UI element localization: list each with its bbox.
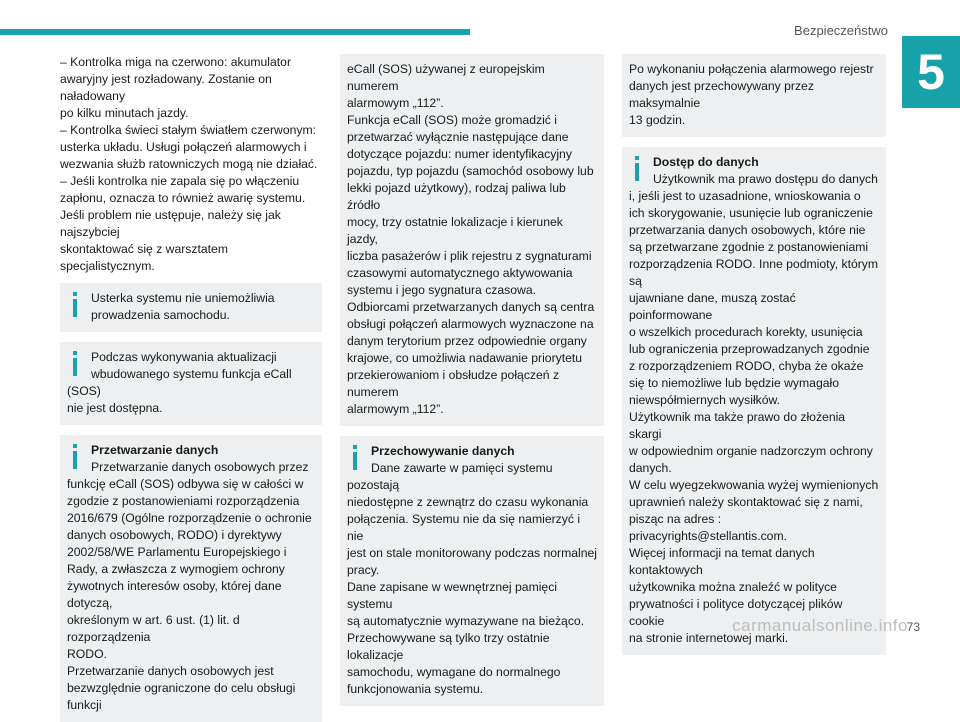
chapter-number-badge: 5 <box>902 36 960 108</box>
note-text: Przetwarzanie danych osobowych przez funkcję eCall (SOS) odbywa się w całości w zgodzie z postanowieniami rozporządzenia 2016/679 (Ogólne rozporządzenie o ochronie danych osobowych, RODO) i dyrektywy 2002/58/WE Parlamentu Europejskiego i Rady, a zwłaszcza z wymogiem ochrony żywotnych interesów osoby, której dane dotyczą, określonym w art. 6 ust. (1) lit. d rozporządzenia RODO. Przetwarzanie danych osobowych jest bezwzględnie ograniczone do celu obsługi funkcji <box>67 460 312 712</box>
note-text: Po wykonaniu połączenia alarmowego rejestr danych jest przechowywany przez maksymalnie 13 godzin. <box>629 62 874 127</box>
note-text: Użytkownik ma prawo dostępu do danych i, jeśli jest to uzasadnione, wnioskowania o ich skorygowanie, usunięcie lub ograniczenie przetwarzania danych osobowych, które nie są przetwarzane zgodnie z postanowieniami rozporządzenia RODO. Inne podmioty, którym są ujawniane dane, muszą zostać poinformowane o wszelkich procedurach korekty, usunięcia lub ograniczenia przeprowadzanych zgodnie z rozporządzeniem RODO, chyba że okaże się to niemożliwe lub będzie wymagało niewspółmiernych wysiłków. Użytkownik ma także prawo do złożenia skargi w odpowiednim organie nadzorczym ochrony danych. W celu wyegzekwowania wyżej wymienionych uprawnień należy skontaktować się z nami, pisząc na adres : privacyrights@stellantis.com. Więcej informacji na temat danych kontaktowych użytkownika można znaleźć w polityce prywatności i polityce dotyczącej plików cookie na stronie internetowej marki. <box>629 172 879 645</box>
page-number: 73 <box>906 620 920 634</box>
note-text: Usterka systemu nie uniemożliwia prowadzenia samochodu. <box>91 291 275 322</box>
info-note-data-storage <box>340 436 604 706</box>
info-icon <box>67 442 89 470</box>
info-icon <box>347 443 369 471</box>
warning-light-description: – Kontrolka miga na czerwono: akumulator awaryjny jest rozładowany. Zostanie on naładowany po kilku minutach jazdy. – Kontrolka świeci stałym światłem czerwonym: usterka układu. Usługi połączeń alarmowych i wezwania służb ratowniczych mogą nie działać. – Jeśli kontrolka nie zapala się po włączeniu zapłonu, oznacza to również awarię systemu. Jeśli problem nie ustępuje, należy się jak najszybciej skontaktować się z warsztatem specjalistycznym. <box>60 55 318 273</box>
note-text: eCall (SOS) używanej z europejskim numerem alarmowym „112”. Funkcja eCall (SOS) może gromadzić i przetwarzać wyłącznie następujące dane dotyczące pojazdu: numer identyfikacyjny pojazdu, typ pojazdu (samochód osobowy lub lekki pojazd użytkowy), rodzaj paliwa lub źródło mocy, trzy ostatnie lokalizacje i kierunek jazdy, liczba pasażerów i plik rejestru z sygnaturami czasowymi automatycznego aktywowania systemu i jego sygnatura czasowa. Odbiorcami przetwarzanych danych są centra obsługi połączeń alarmowych wyznaczone na danym terytorium przez odpowiednie organy krajowe, co umożliwia nadawanie priorytetu przekierowaniom i obsłudze połączeń z numerem alarmowym „112”. <box>347 62 595 416</box>
info-note-data-processing <box>60 435 322 722</box>
info-note-fault <box>60 283 322 332</box>
info-note-data-processing-continued <box>340 54 604 426</box>
note-title: Dostęp do danych <box>653 155 759 169</box>
section-title: Bezpieczeństwo <box>794 23 888 38</box>
column-1 <box>60 54 322 722</box>
info-note-update <box>60 342 322 425</box>
info-note-storage-continued <box>622 54 886 137</box>
watermark: carmanualsonline.info <box>732 616 908 635</box>
note-text: Dane zawarte w pamięci systemu pozostają niedostępne z zewnątrz do czasu wykonania połączenia. Systemu nie da się namierzyć i nie jest on stale monitorowany podczas normalnej pracy. Dane zapisane w wewnętrznej pamięci systemu są automatycznie wymazywane na bieżąco. Przechowywane są tylko trzy ostatnie lokalizacje samochodu, wymagane do normalnego funkcjonowania systemu. <box>347 461 597 696</box>
note-title: Przetwarzanie danych <box>91 443 219 457</box>
info-icon <box>67 290 89 318</box>
column-3 <box>622 54 886 655</box>
note-title: Przechowywanie danych <box>371 444 515 458</box>
header-accent-bar <box>0 29 470 35</box>
info-icon <box>67 349 89 377</box>
note-text: Podczas wykonywania aktualizacji wbudowanego systemu funkcja eCall (SOS) nie jest dostępna. <box>67 350 292 415</box>
column-2 <box>340 54 604 706</box>
info-note-data-access <box>622 147 886 655</box>
info-icon <box>629 154 651 182</box>
